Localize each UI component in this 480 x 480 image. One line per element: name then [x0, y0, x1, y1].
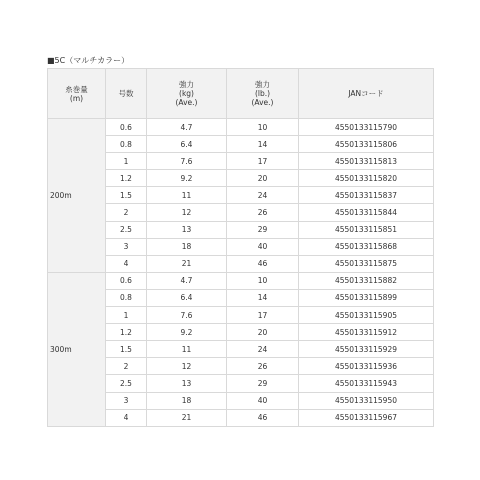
strength-kg-cell: 18	[147, 392, 227, 409]
table-row	[48, 375, 434, 392]
strength-kg-cell: 21	[147, 255, 227, 272]
number-cell: 4	[106, 255, 147, 272]
strength-kg-cell: 6.4	[147, 136, 227, 153]
jan-code-cell: 4550133115967	[299, 409, 434, 426]
number-cell: 2.5	[106, 375, 147, 392]
jan-code-cell: 4550133115806	[299, 136, 434, 153]
strength-kg-cell: 18	[147, 238, 227, 255]
number-cell: 1	[106, 153, 147, 170]
jan-code-cell: 4550133115905	[299, 307, 434, 324]
jan-code-cell: 4550133115882	[299, 272, 434, 289]
header-length: 糸巻量 (m)	[48, 69, 106, 119]
jan-code-cell: 4550133115912	[299, 324, 434, 341]
number-cell: 3	[106, 392, 147, 409]
strength-lb-cell: 17	[227, 153, 299, 170]
header-strength-kg: 強力 (kg) (Ave.)	[147, 69, 227, 119]
strength-kg-cell: 12	[147, 358, 227, 375]
strength-lb-cell: 10	[227, 272, 299, 289]
strength-kg-cell: 7.6	[147, 153, 227, 170]
number-cell: 4	[106, 409, 147, 426]
strength-lb-cell: 24	[227, 187, 299, 204]
table-body	[48, 119, 434, 427]
table-row	[48, 409, 434, 426]
table-row	[48, 324, 434, 341]
jan-code-cell: 4550133115943	[299, 375, 434, 392]
table-row	[48, 358, 434, 375]
number-cell: 1.5	[106, 187, 147, 204]
number-cell: 0.6	[106, 272, 147, 289]
table-row	[48, 187, 434, 204]
strength-lb-cell: 17	[227, 307, 299, 324]
strength-lb-cell: 20	[227, 170, 299, 187]
jan-code-cell: 4550133115868	[299, 238, 434, 255]
strength-lb-cell: 26	[227, 358, 299, 375]
table-row	[48, 136, 434, 153]
strength-kg-cell: 11	[147, 341, 227, 358]
header-jan: JANコード	[299, 69, 434, 119]
strength-kg-cell: 13	[147, 221, 227, 238]
jan-code-cell: 4550133115790	[299, 119, 434, 136]
section-title: ■5C（マルチカラー）	[47, 56, 130, 65]
table-row	[48, 289, 434, 306]
strength-kg-cell: 6.4	[147, 289, 227, 306]
header-row	[48, 69, 434, 119]
number-cell: 1.2	[106, 170, 147, 187]
strength-kg-cell: 9.2	[147, 170, 227, 187]
number-cell: 2	[106, 204, 147, 221]
table-row	[48, 272, 434, 289]
strength-kg-cell: 7.6	[147, 307, 227, 324]
jan-code-cell: 4550133115899	[299, 289, 434, 306]
table-row	[48, 392, 434, 409]
number-cell: 1.5	[106, 341, 147, 358]
strength-lb-cell: 46	[227, 255, 299, 272]
header-number: 号数	[106, 69, 147, 119]
table-row	[48, 341, 434, 358]
strength-lb-cell: 14	[227, 136, 299, 153]
strength-lb-cell: 46	[227, 409, 299, 426]
strength-kg-cell: 4.7	[147, 119, 227, 136]
number-cell: 0.8	[106, 289, 147, 306]
strength-lb-cell: 29	[227, 221, 299, 238]
table-row	[48, 307, 434, 324]
jan-code-cell: 4550133115820	[299, 170, 434, 187]
strength-lb-cell: 40	[227, 392, 299, 409]
strength-kg-cell: 13	[147, 375, 227, 392]
strength-lb-cell: 20	[227, 324, 299, 341]
jan-code-cell: 4550133115950	[299, 392, 434, 409]
length-cell: 300m	[48, 272, 106, 426]
strength-lb-cell: 40	[227, 238, 299, 255]
jan-code-cell: 4550133115875	[299, 255, 434, 272]
table-row	[48, 221, 434, 238]
strength-lb-cell: 10	[227, 119, 299, 136]
jan-code-cell: 4550133115936	[299, 358, 434, 375]
length-cell: 200m	[48, 119, 106, 273]
table-row	[48, 153, 434, 170]
jan-code-cell: 4550133115929	[299, 341, 434, 358]
strength-lb-cell: 24	[227, 341, 299, 358]
table-row	[48, 255, 434, 272]
jan-code-cell: 4550133115837	[299, 187, 434, 204]
strength-lb-cell: 14	[227, 289, 299, 306]
number-cell: 2	[106, 358, 147, 375]
jan-code-cell: 4550133115851	[299, 221, 434, 238]
number-cell: 1.2	[106, 324, 147, 341]
strength-kg-cell: 4.7	[147, 272, 227, 289]
jan-code-cell: 4550133115844	[299, 204, 434, 221]
strength-kg-cell: 12	[147, 204, 227, 221]
jan-code-cell: 4550133115813	[299, 153, 434, 170]
spec-table	[47, 68, 434, 427]
strength-lb-cell: 26	[227, 204, 299, 221]
number-cell: 0.8	[106, 136, 147, 153]
strength-kg-cell: 11	[147, 187, 227, 204]
number-cell: 2.5	[106, 221, 147, 238]
table-row	[48, 204, 434, 221]
strength-kg-cell: 9.2	[147, 324, 227, 341]
table-row	[48, 238, 434, 255]
table-row	[48, 119, 434, 136]
header-strength-lb: 強力 (lb.) (Ave.)	[227, 69, 299, 119]
number-cell: 0.6	[106, 119, 147, 136]
number-cell: 3	[106, 238, 147, 255]
strength-lb-cell: 29	[227, 375, 299, 392]
number-cell: 1	[106, 307, 147, 324]
strength-kg-cell: 21	[147, 409, 227, 426]
table-row	[48, 170, 434, 187]
